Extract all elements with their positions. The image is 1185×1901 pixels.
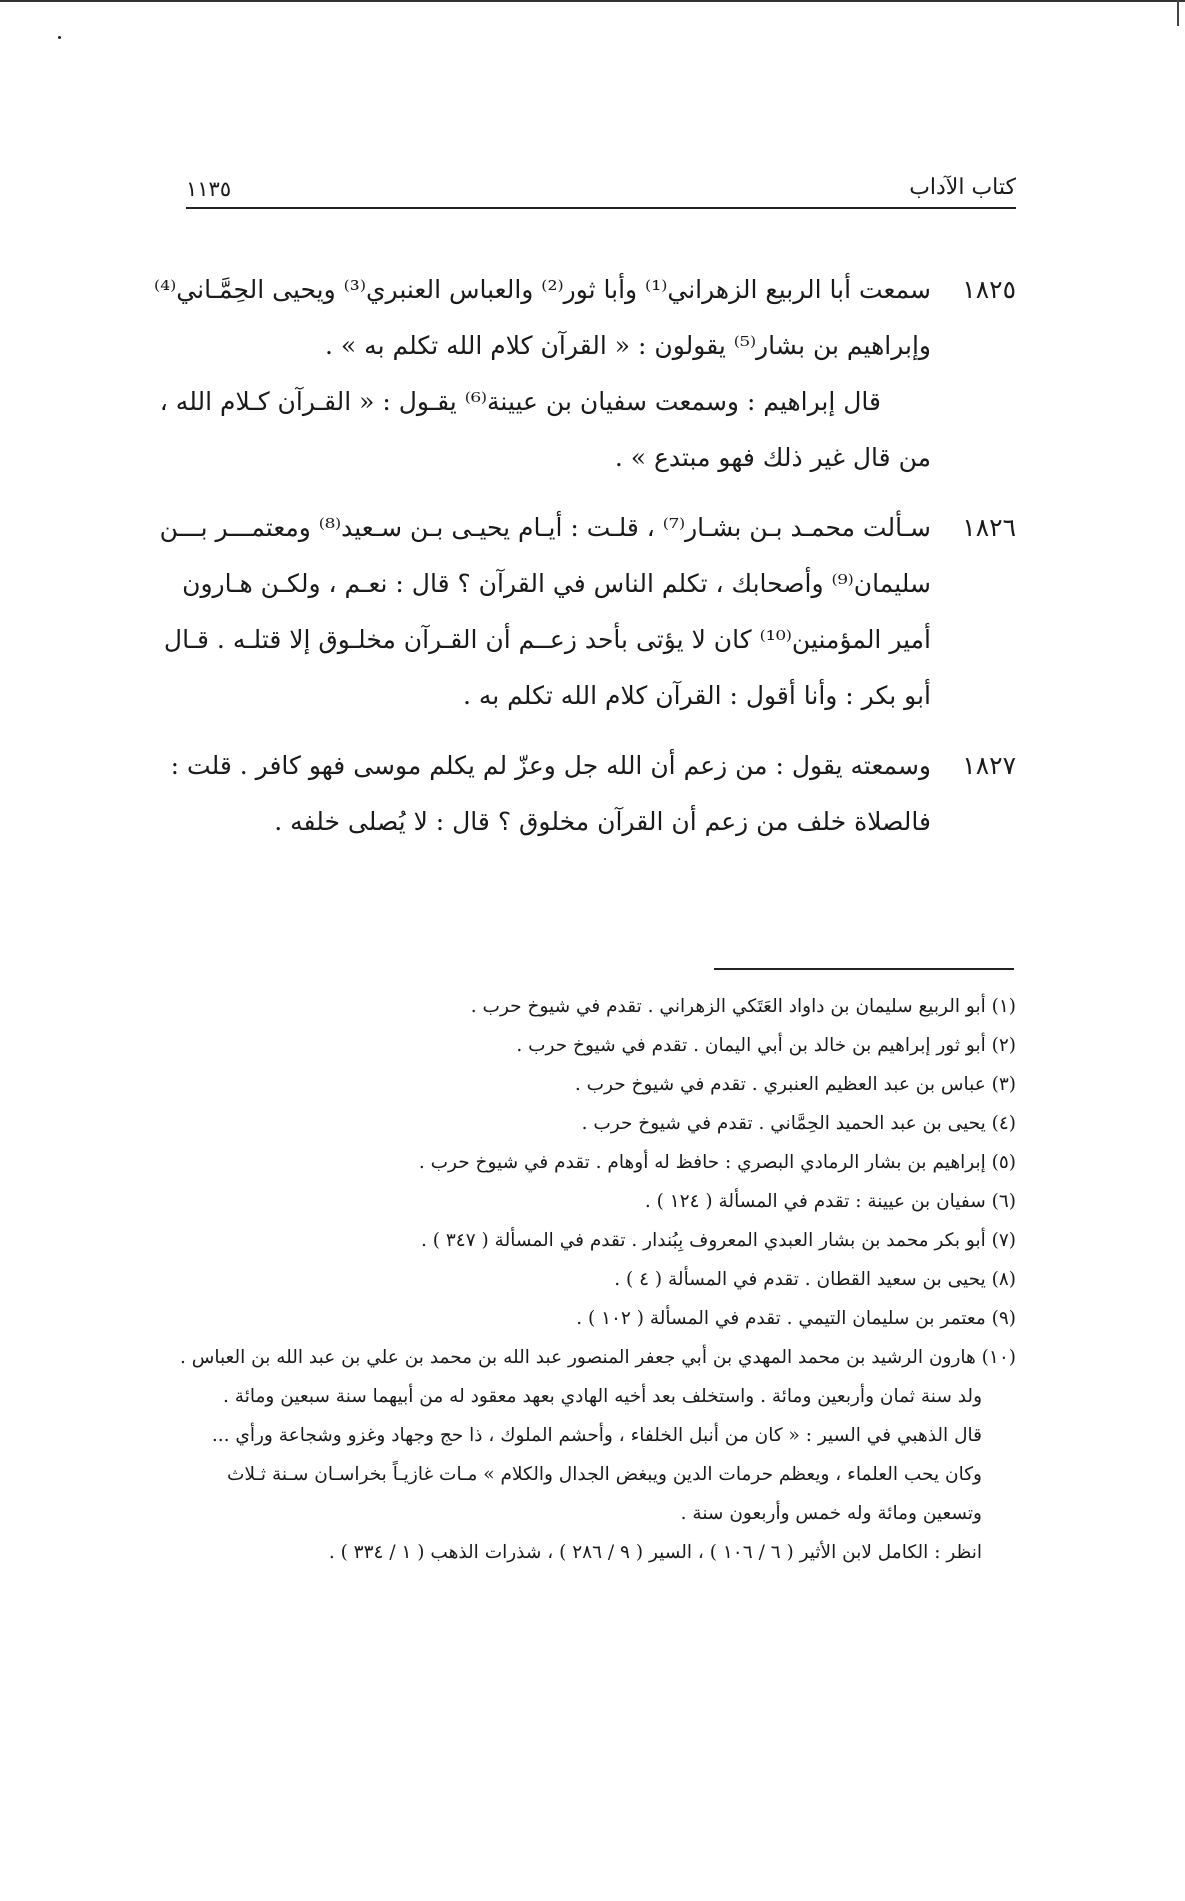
footnote-2: (٢) أبو ثور إبراهيم بن خالد بن أبي اليمان . تقدم في شيوخ حرب . (516, 1035, 1016, 1056)
text-line: فالصلاة خلف من زعم أن القرآن مخلوق ؟ قال : لا يُصلى خلفه . (274, 807, 931, 836)
footnote-6: (٦) سفيان بن عيينة : تقدم في المسألة ( ١٢٤ ) . (644, 1191, 1016, 1212)
text-line: وإبراهيم بن بشار⁽⁵⁾ يقولون : « القرآن كلام الله تكلم به » . (325, 331, 931, 360)
entry-1827 (170, 738, 1016, 850)
text-line: من قال غير ذلك فهو مبتدع » . (614, 443, 931, 472)
page-number: ١١٣٥ (186, 177, 232, 201)
footnote-1: (١) أبو الربيع سليمان بن داواد العَتَكي الزهراني . تقدم في شيوخ حرب . (470, 996, 1016, 1017)
header-rule (186, 207, 1016, 209)
scan-speck (58, 36, 61, 39)
entry-paragraph (159, 374, 931, 486)
footnote-7: (٧) أبو بكر محمد بن بشار العبدي المعروف بِبُندار . تقدم في المسألة ( ٣٤٧ ) . (421, 1230, 1016, 1251)
book-section-title: كتاب الآداب (909, 175, 1016, 200)
scan-top-edge (0, 0, 1185, 2)
entry-1826 (159, 500, 1016, 724)
entry-text (154, 262, 931, 374)
entry-number: ١٨٢٥ (962, 275, 1016, 304)
footnote-3: (٣) عباس بن عبد العظيم العنبري . تقدم في شيوخ حرب . (574, 1074, 1016, 1095)
footnote-8: (٨) يحيى بن سعيد القطان . تقدم في المسألة ( ٤ ) . (614, 1269, 1016, 1290)
entry-text (170, 738, 931, 850)
footnote-10-references: انظر : الكامل لابن الأثير ( ٦ / ١٠٦ ) ، السير ( ٩ / ٢٨٦ ) ، شذرات الذهب ( ١ / ٣٣٤ ) . (328, 1542, 982, 1563)
text-line: قال إبراهيم : وسمعت سفيان بن عيينة⁽⁶⁾ يقـول : « القـرآن كـلام الله ، (159, 387, 881, 416)
text-line: سمعت أبا الربيع الزهراني⁽¹⁾ وأبا ثور⁽²⁾ والعباس العنبري⁽³⁾ ويحيى الحِمَّـاني⁽⁴⁾ (154, 275, 931, 304)
entry-1825 (154, 262, 1016, 486)
scan-right-edge (1177, 0, 1179, 26)
main-text (154, 262, 1016, 864)
entry-text (159, 500, 931, 724)
footnotes (179, 987, 1016, 1572)
entry-number: ١٨٢٧ (962, 751, 1016, 780)
entry-number: ١٨٢٦ (962, 513, 1016, 542)
running-header (186, 175, 1016, 207)
footnote-5: (٥) إبراهيم بن بشار الرمادي البصري : حافظ له أوهام . تقدم في شيوخ حرب . (418, 1152, 1016, 1173)
footnote-10-line: ولد سنة ثمان وأربعين ومائة . واستخلف بعد أخيه الهادي بعهد معقود له من أبيهما سنة سبعين ومائة . (223, 1386, 982, 1407)
text-line: أمير المؤمنين⁽¹⁰⁾ كان لا يؤتى بأحد زعــم أن القـرآن مخلـوق إلا قتلـه . قـال (163, 625, 931, 654)
footnote-9: (٩) معتمر بن سليمان التيمي . تقدم في المسألة ( ١٠٢ ) . (576, 1308, 1016, 1329)
footnote-4: (٤) يحيى بن عبد الحميد الحِمَّاني . تقدم في شيوخ حرب . (581, 1113, 1016, 1134)
text-line: وسمعته يقول : من زعم أن الله جل وعزّ لم يكلم موسى فهو كافر . قلت : (170, 751, 931, 780)
text-line: سليمان⁽⁹⁾ وأصحابك ، تكلم الناس في القرآن ؟ قال : نعـم ، ولكـن هـارون (182, 569, 931, 598)
text-line: سـألت محمـد بـن بشـار⁽⁷⁾ ، قلـت : أيـام يحيـى بـن سـعيد⁽⁸⁾ ومعتمـــر بـــن (159, 513, 931, 542)
text-line: أبو بكر : وأنا أقول : القرآن كلام الله تكلم به . (462, 681, 931, 710)
footnote-10-line: وتسعين ومائة وله خمس وأربعون سنة . (680, 1503, 982, 1524)
footnote-10-line: قال الذهبي في السير : « كان من أنبل الخلفاء ، وأحشم الملوك ، ذا حج وجهاد وغزو وشجاعة ورأي ... (211, 1425, 982, 1446)
footnote-10-line: وكان يحب العلماء ، ويعظم حرمات الدين ويبغض الجدال والكلام » مـات غازيـاً بخراسـان سـنة ثـلاث (227, 1464, 982, 1485)
footnote-10: (١٠) هارون الرشيد بن محمد المهدي بن أبي جعفر المنصور عبد الله بن محمد بن علي بن عبد الله بن العباس . (179, 1347, 1016, 1368)
footnote-rule (714, 968, 1014, 970)
